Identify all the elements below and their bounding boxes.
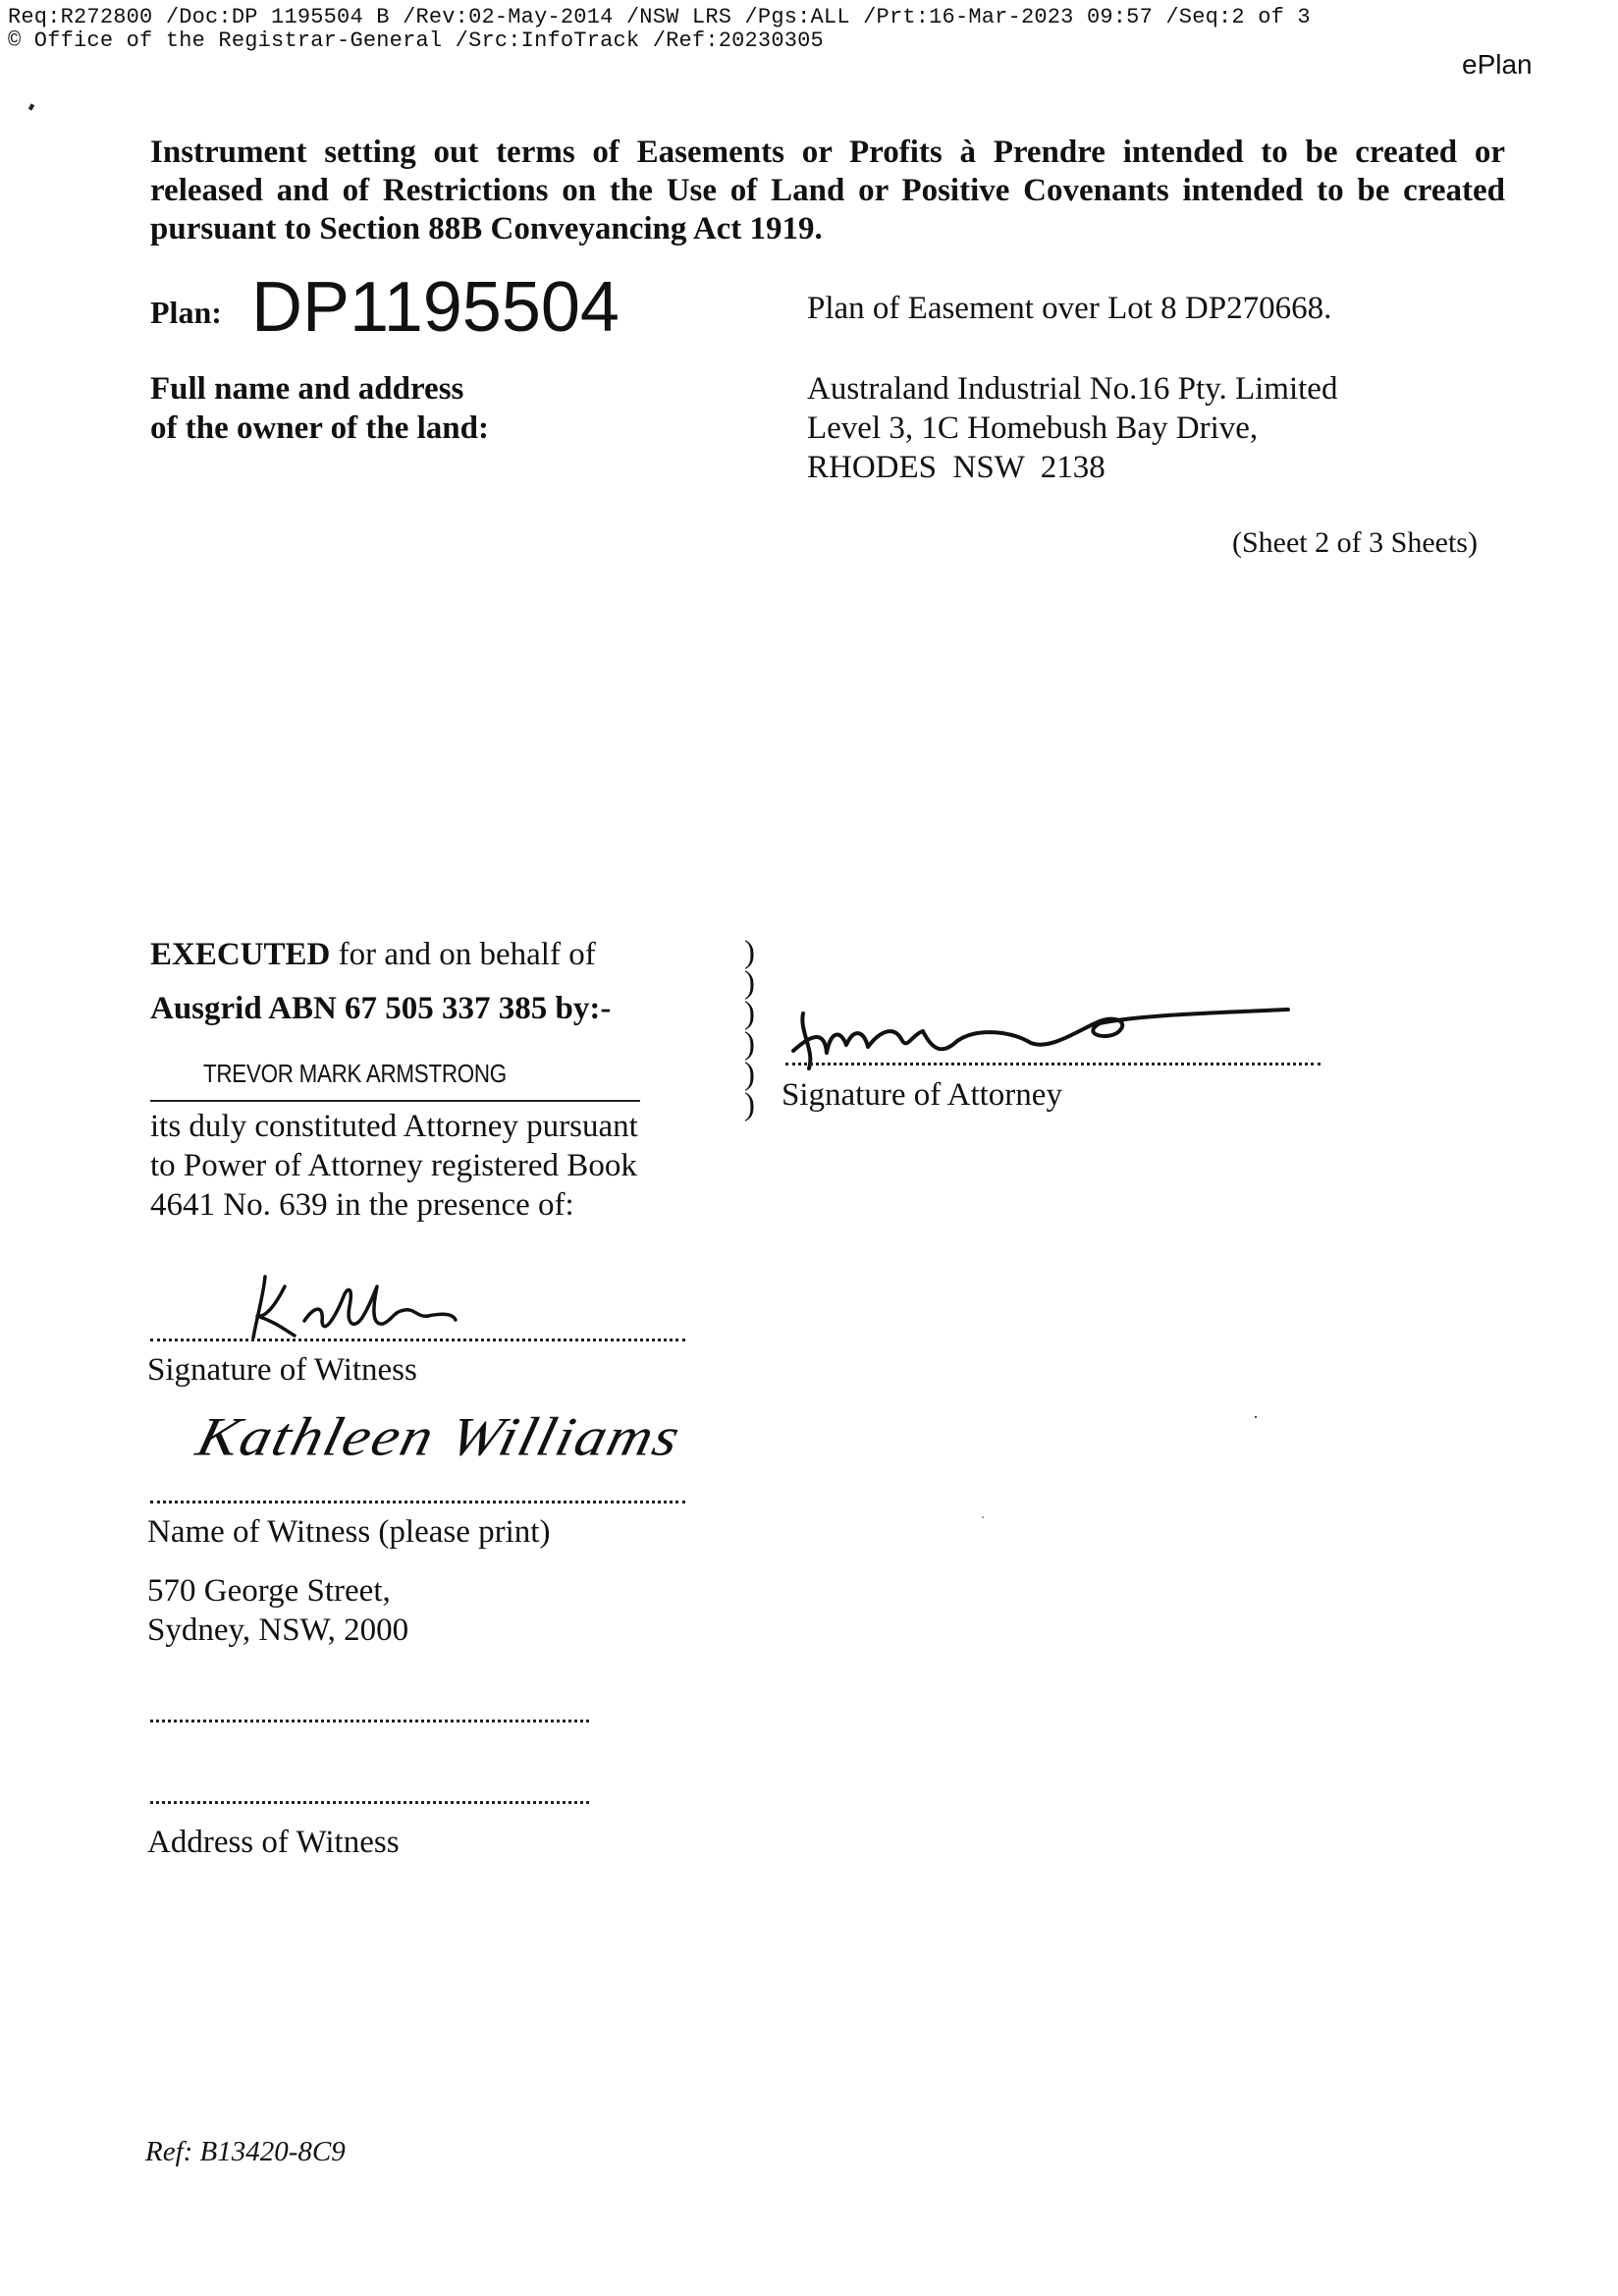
attorney-signature-line — [785, 1063, 1321, 1066]
owner-address-line1: Level 3, 1C Homebush Bay Drive, — [807, 410, 1259, 446]
title-line2: released and of Restrictions on the Use of Land or Positive Covenants intended to be created — [150, 173, 1505, 208]
attorney-name-line — [150, 1100, 640, 1102]
witness-address-line1: 570 George Street, — [147, 1573, 391, 1609]
title-line1: Instrument setting out terms of Easements or Profits à Prendre intended to be created or — [150, 135, 1505, 170]
bracket: ) — [744, 1087, 755, 1122]
scan-speck — [1255, 1416, 1257, 1418]
witness-address-line2: Sydney, NSW, 2000 — [147, 1613, 409, 1648]
instrument-title — [150, 134, 1505, 248]
plan-number: DP1195504 — [251, 268, 620, 347]
bracket: ) — [744, 965, 755, 1001]
document-header-line2: © Office of the Registrar-General /Src:InfoTrack /Ref:20230305 — [8, 28, 824, 53]
witness-name-line — [150, 1501, 685, 1503]
plan-description: Plan of Easement over Lot 8 DP270668. — [807, 291, 1332, 326]
owner-label-line1: Full name and address — [150, 371, 464, 407]
owner-name: Australand Industrial No.16 Pty. Limited — [807, 371, 1338, 407]
attorney-name: TREVOR MARK ARMSTRONG — [203, 1059, 507, 1088]
executed-line — [150, 935, 596, 974]
plan-label: Plan: — [150, 295, 222, 330]
witness-address-line-b — [150, 1801, 589, 1804]
owner-details — [807, 369, 1337, 487]
witness-name-handwritten: Kathleen Williams — [190, 1406, 688, 1468]
executing-entity: Ausgrid ABN 67 505 337 385 by:- — [150, 991, 612, 1026]
witness-address — [147, 1571, 408, 1650]
owner-label — [150, 369, 489, 448]
executed-bold: EXECUTED — [150, 937, 331, 972]
bracket-column — [744, 935, 755, 1122]
signature-of-witness-label: Signature of Witness — [147, 1352, 417, 1388]
scan-speck — [982, 1516, 984, 1518]
witness-signature-line — [150, 1339, 685, 1341]
owner-label-line2: of the owner of the land: — [150, 410, 489, 446]
executed-rest: for and on behalf of — [330, 937, 596, 972]
title-line3: pursuant to Section 88B Conveyancing Act 1919. — [150, 211, 823, 246]
bracket: ) — [744, 935, 755, 970]
witness-signature — [245, 1267, 599, 1345]
signature-of-attorney-label: Signature of Attorney — [782, 1077, 1062, 1113]
attorney-line3: 4641 No. 639 in the presence of: — [150, 1187, 574, 1223]
scan-speck — [28, 103, 34, 110]
bracket: ) — [744, 1057, 755, 1092]
footer-reference: Ref: B13420-8C9 — [145, 2136, 346, 2167]
owner-address-line2: RHODES NSW 2138 — [807, 450, 1106, 485]
name-of-witness-label: Name of Witness (please print) — [147, 1514, 551, 1550]
attorney-signature — [785, 992, 1296, 1080]
attorney-line2: to Power of Attorney registered Book — [150, 1148, 637, 1183]
address-of-witness-label: Address of Witness — [147, 1825, 400, 1860]
attorney-line1: its duly constituted Attorney pursuant — [150, 1109, 638, 1144]
witness-address-line-a — [150, 1720, 589, 1722]
attorney-description — [150, 1107, 638, 1225]
eplan-label: ePlan — [1462, 49, 1533, 80]
document-header-line1: Req:R272800 /Doc:DP 1195504 B /Rev:02-May-2014 /NSW LRS /Pgs:ALL /Prt:16-Mar-2023 09:57 /Seq:2 of 3 — [8, 5, 1311, 29]
bracket: ) — [744, 996, 755, 1031]
bracket: ) — [744, 1026, 755, 1062]
sheet-number: (Sheet 2 of 3 Sheets) — [1232, 526, 1478, 559]
